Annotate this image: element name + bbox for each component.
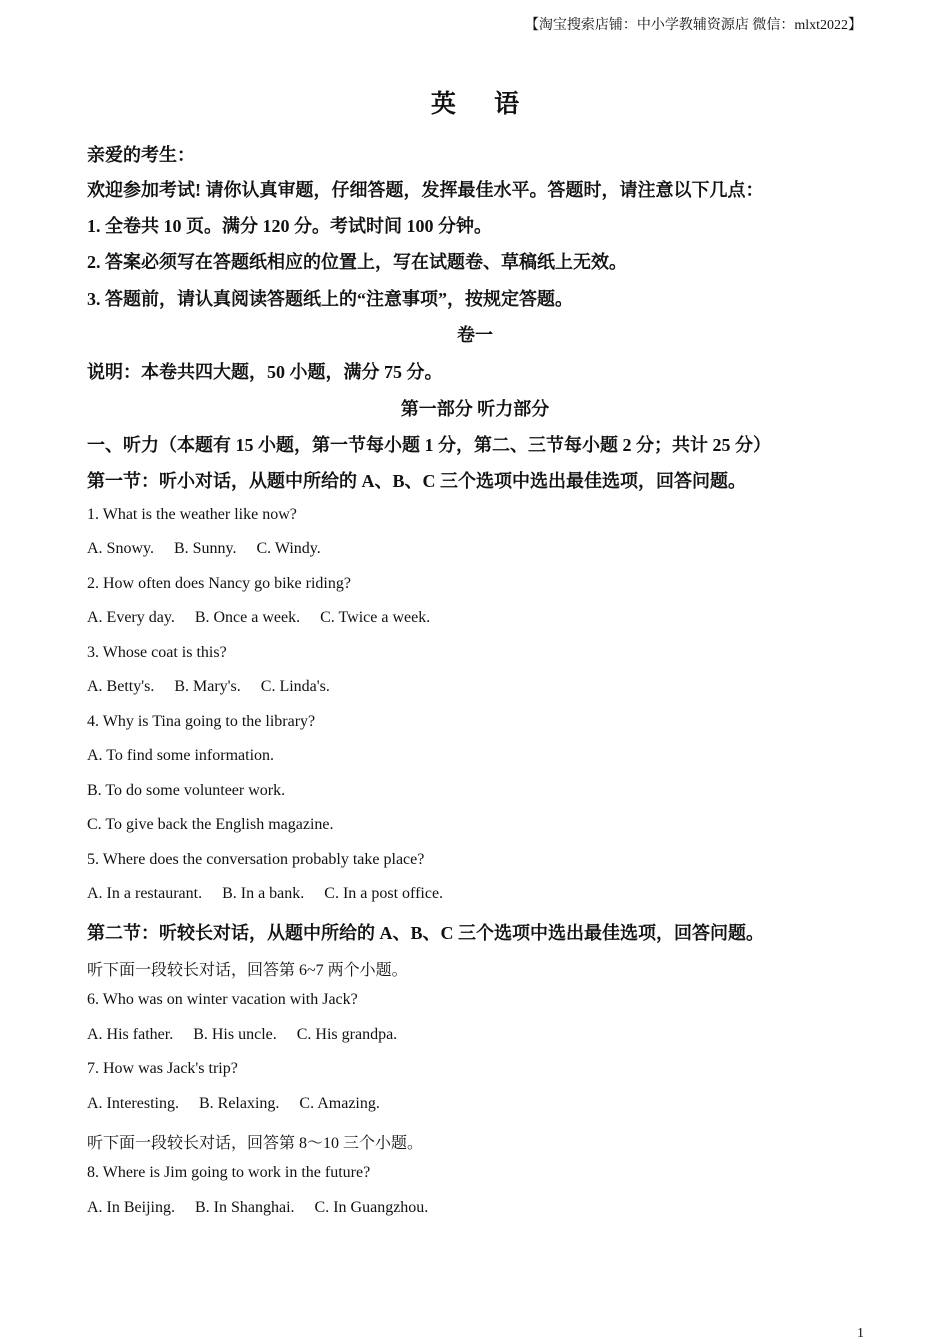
option-b: B. Mary's. <box>174 678 241 695</box>
question-4: 4. Why is Tina going to the library? <box>87 713 316 730</box>
question-4-option-a: A. To find some information. <box>87 747 275 764</box>
question-2: 2. How often does Nancy go bike riding? <box>87 575 351 592</box>
option-c: C. Twice a week. <box>320 609 431 626</box>
intro: 欢迎参加考试! 请你认真审题，仔细答题，发挥最佳水平。答题时，请注意以下几点： <box>87 180 764 200</box>
option-b: B. Relaxing. <box>198 1095 280 1112</box>
option-b: B. His uncle. <box>193 1026 277 1043</box>
option-c: C. In a post office. <box>324 885 444 902</box>
question-3: 3. Whose coat is this? <box>87 644 227 661</box>
page-title: 英 语 <box>430 91 536 118</box>
option-b: B. Once a week. <box>194 609 301 626</box>
option-c: C. Amazing. <box>299 1095 380 1112</box>
option-a: A. Interesting. <box>87 1095 179 1112</box>
rule-2: 2. 答案必须写在答题纸相应的位置上，写在试题卷、草稿纸上无效。 <box>87 252 627 272</box>
question-5-options <box>87 885 443 903</box>
header-note: 【淘宝搜索店铺：中小学教辅资源店 微信：mlxt2022】 <box>524 18 862 33</box>
question-3-options <box>87 678 330 696</box>
option-c: C. His grandpa. <box>296 1026 398 1043</box>
option-b: B. Sunny. <box>173 540 237 557</box>
greeting: 亲爱的考生： <box>87 145 195 165</box>
option-a: A. His father. <box>87 1026 174 1043</box>
option-c: C. Linda's. <box>260 678 330 695</box>
option-c: C. Windy. <box>256 540 321 557</box>
option-a: A. Every day. <box>87 609 175 626</box>
question-7: 7. How was Jack's trip? <box>87 1060 238 1077</box>
option-b: B. In Shanghai. <box>195 1199 295 1216</box>
option-a: A. In Beijing. <box>87 1199 175 1216</box>
question-5: 5. Where does the conversation probably take place? <box>87 851 425 868</box>
dialog-note-1: 听下面一段较长对话，回答第 6~7 两个小题。 <box>87 962 408 979</box>
rule-3: 3. 答题前，请认真阅读答题纸上的“注意事项”，按规定答题。 <box>87 289 573 309</box>
section2-heading: 第二节：听较长对话，从题中所给的 A、B、C 三个选项中选出最佳选项，回答问题。 <box>87 923 765 943</box>
question-8-options <box>87 1199 428 1217</box>
question-4-option-c: C. To give back the English magazine. <box>87 816 334 833</box>
option-a: A. Snowy. <box>87 540 154 557</box>
option-b: B. In a bank. <box>222 885 305 902</box>
question-2-options <box>87 609 430 627</box>
option-c: C. In Guangzhou. <box>314 1199 429 1216</box>
section1-heading: 第一节：听小对话，从题中所给的 A、B、C 三个选项中选出最佳选项，回答问题。 <box>87 471 747 491</box>
question-6-options <box>87 1026 397 1044</box>
question-7-options <box>87 1095 380 1113</box>
question-1: 1. What is the weather like now? <box>87 506 297 523</box>
part-title: 第一部分 听力部分 <box>400 399 550 419</box>
section-title: 一、听力（本题有 15 小题，第一节每小题 1 分，第二、三节每小题 2 分；共计 25 分） <box>87 435 771 455</box>
dialog-note-2: 听下面一段较长对话，回答第 8～10 三个小题。 <box>87 1135 424 1152</box>
option-a: A. Betty's. <box>87 678 155 695</box>
option-a: A. In a restaurant. <box>87 885 203 902</box>
question-8: 8. Where is Jim going to work in the future? <box>87 1164 371 1181</box>
volume-note: 说明：本卷共四大题，50 小题，满分 75 分。 <box>87 362 443 382</box>
question-6: 6. Who was on winter vacation with Jack? <box>87 991 358 1008</box>
volume-title: 卷一 <box>457 325 493 345</box>
question-1-options <box>87 540 321 558</box>
page-number: 1 <box>857 1326 864 1341</box>
rule-1: 1. 全卷共 10 页。满分 120 分。考试时间 100 分钟。 <box>87 216 492 236</box>
question-4-option-b: B. To do some volunteer work. <box>87 782 286 799</box>
